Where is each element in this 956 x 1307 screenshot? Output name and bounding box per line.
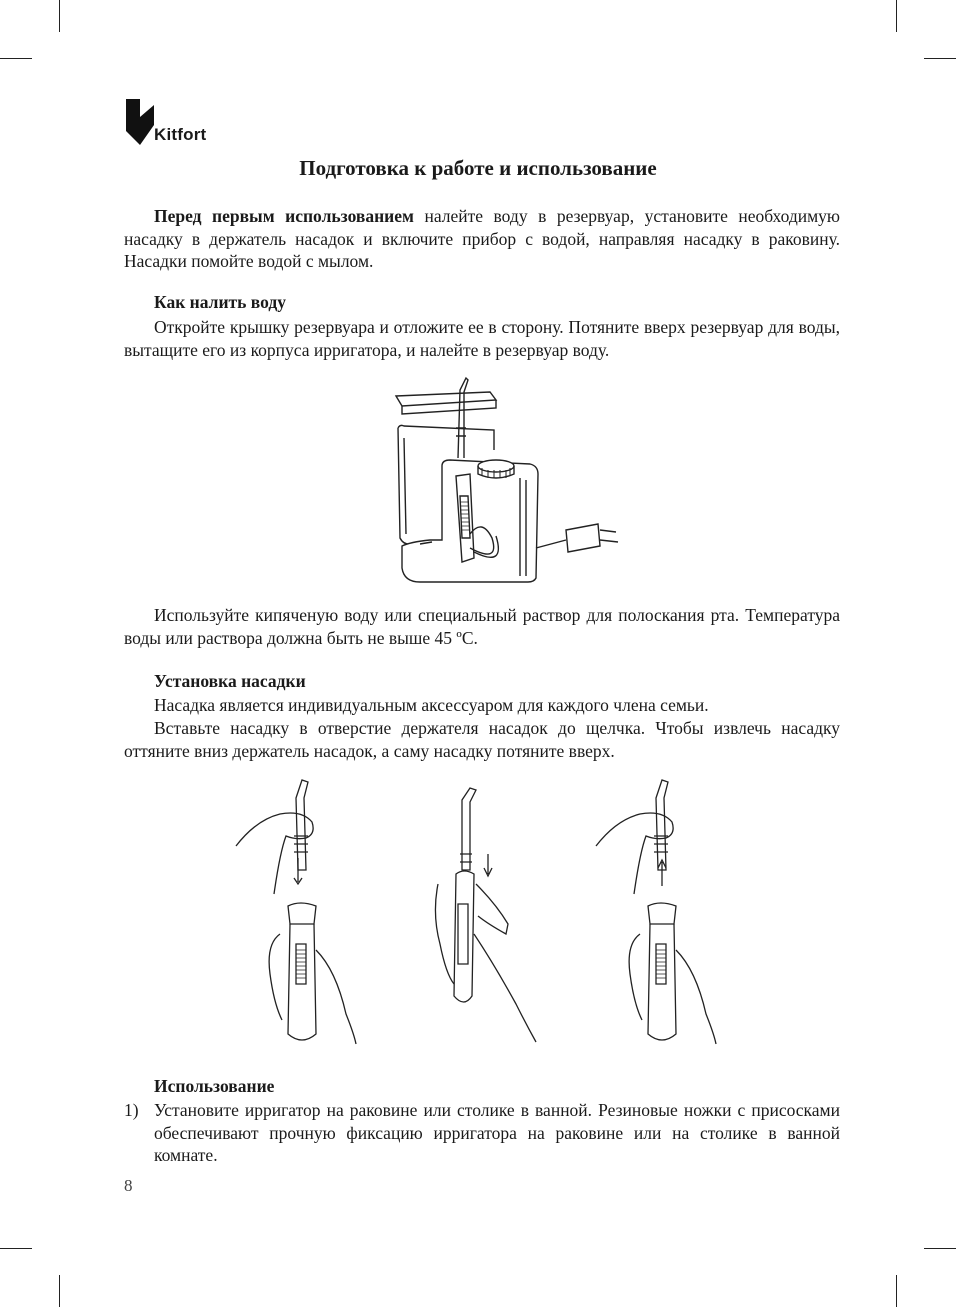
heading-usage: Использование xyxy=(154,1076,275,1096)
water-paragraph xyxy=(124,316,840,361)
crop-mark xyxy=(0,1248,32,1249)
crop-mark xyxy=(59,1275,60,1307)
intro-bold-lead: Перед первым использованием xyxy=(154,206,414,226)
water-text: Откройте крышку резервуара и отложите ее в сторону. Потяните вверх резервуар для воды, вытащите его из корпуса ирригатора, и налейте в резервуар воду. xyxy=(124,317,840,360)
page-title: Подготовка к работе и использование xyxy=(299,156,657,180)
crop-mark xyxy=(924,1248,956,1249)
nozzle-remove-figure xyxy=(435,788,536,1042)
brand-logo-icon xyxy=(126,99,156,147)
crop-mark xyxy=(0,58,32,59)
crop-mark xyxy=(896,1275,897,1307)
crop-mark xyxy=(924,58,956,59)
nozzle-insert-figure xyxy=(236,780,356,1044)
intro-text: налейте воду в резервуар, установите необходимую насадку в держатель насадок и включите прибор с водой, направляя насадку в раковину. Насадки помойте водой с мылом. xyxy=(124,206,840,272)
water-note-text: Используйте кипяченую воду или специальный раствор для полоскания рта. Температура воды или раствора должна быть не выше 45 ºС. xyxy=(124,605,840,648)
nozzle-text-1: Насадка является индивидуальным аксессуаром для каждого члена семьи. xyxy=(154,695,709,715)
nozzle-release-figure xyxy=(596,780,716,1044)
heading-water: Как налить воду xyxy=(154,292,286,312)
brand-name: Kitfort xyxy=(154,125,207,144)
intro-paragraph xyxy=(124,205,840,273)
irrigator-illustration xyxy=(370,368,630,594)
list-item-text: Установите ирригатор на раковине или столике в ванной. Резиновые ножки с присосками обеспечивают прочную фиксацию ирригатора на раковине или на столике в ванной комнате. xyxy=(154,1100,840,1166)
nozzle-paragraph-1 xyxy=(124,694,840,717)
usage-list-item xyxy=(124,1099,840,1167)
water-note-paragraph xyxy=(124,604,840,649)
nozzle-text-2: Вставьте насадку в отверстие держателя насадок до щелчка. Чтобы извлечь насадку оттяните вниз держатель насадок, а саму насадку потяните вверх. xyxy=(124,718,840,761)
page-number: 8 xyxy=(124,1176,133,1195)
list-item-number: 1) xyxy=(124,1100,139,1120)
heading-nozzle: Установка насадки xyxy=(154,671,306,691)
nozzle-illustrations xyxy=(226,774,866,1054)
crop-mark xyxy=(59,0,60,32)
nozzle-paragraph-2 xyxy=(124,717,840,762)
crop-mark xyxy=(896,0,897,32)
